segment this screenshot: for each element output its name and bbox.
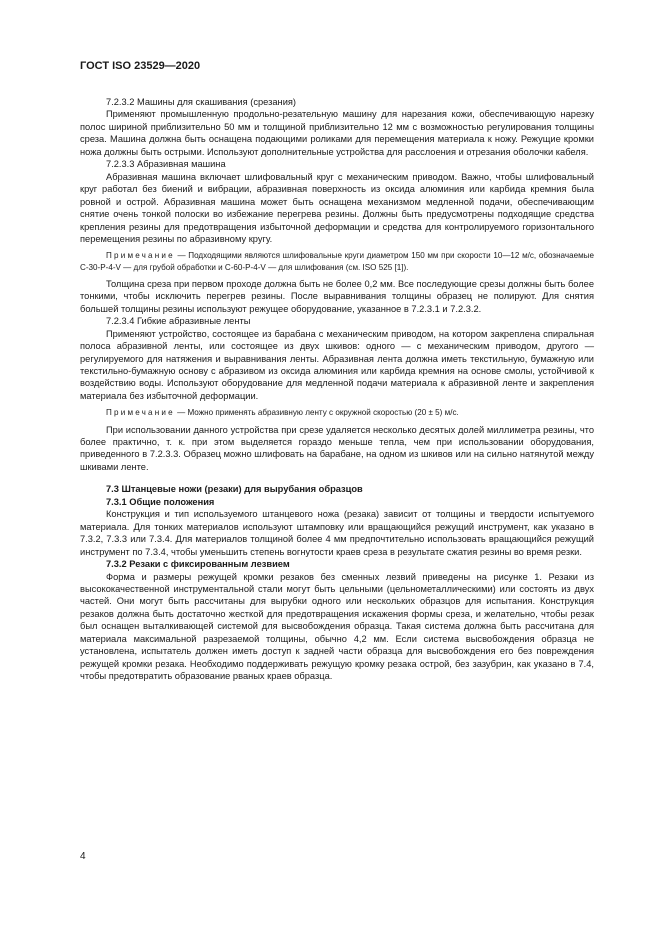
- subsection-title: 7.3.2 Резаки с фиксированным лезвием: [106, 559, 290, 570]
- paragraph: Применяют устройство, состоящее из барабана с механическим приводом, на котором закреплена спиральная полоса абразивной ленты, или состоящее из двух шкивов: одного — с механическим приводом, другого — регулируемого для натяжения и выравнивания ленты. Абразивная лента должна иметь текстильную, бумажную или текстильно-бумажную основу с абразивом из оксида алюминия или карбида кремния на основе смолы, устойчивой к воздействию воды. Используют оборудование для медленной подачи материала к абразивной ленте и закрепления материала без избыточной деформации.: [80, 328, 594, 401]
- paragraph: Конструкция и тип используемого штанцевого ножа (резака) зависит от толщины и твердости испытуемого материала. Для тонких материалов используют штамповку или вращающийся режущий инструмент, как указано в 7.3.2, 7.3.3 или 7.3.4. Для материалов толщиной более 4 мм предпочтительно использовать вращающийся режущий инструмент по 7.3.4, чтобы уменьшить степень вогнутости краев среза в результате сжатия резины во время резки.: [80, 509, 594, 557]
- subsection-title: 7.2.3.4 Гибкие абразивные ленты: [106, 316, 251, 327]
- note: [80, 407, 594, 418]
- document-header: ГОСТ ISO 23529—2020: [80, 60, 201, 72]
- paragraph: Применяют промышленную продольно-резательную машину для нарезания кожи, обеспечивающую нарезку полос шириной приблизительно 50 мм и толщиной приблизительно 12 мм с возможностью регулирования толщины среза. Машина должна быть оснащена подающими роликами для перемещения материала к ножу. Режущие кромки ножа должны быть острыми. Используют дополнительные устройства для расслоения и отрезания оболочки кабеля.: [80, 109, 594, 157]
- paragraph: Абразивная машина включает шлифовальный круг с механическим приводом. Важно, чтобы шлифовальный круг работал без биений и вибрации, абразивная поверхность из оксида алюминия или карбида кремния была ровной и острой. Абразивная машина может быть оснащена механизмом медленной подачи, обеспечивающим снятие очень тонкой полоски во избежание перегрева резины. Должны быть предусмотрены подходящие средства крепления резины для предотвращения избыточной деформации и средства для контролируемого горизонтального перемещения резины по абразивному кругу.: [80, 171, 594, 244]
- note-label: Примечание: [106, 408, 175, 418]
- section-title: 7.3 Штанцевые ножи (резаки) для вырубания образцов: [106, 484, 363, 495]
- page-body: [80, 96, 594, 683]
- note-text: — Можно применять абразивную ленту с окружной скоростью (20 ± 5) м/с.: [174, 408, 459, 418]
- subsection-title: 7.3.1 Общие положения: [106, 496, 215, 507]
- page-number: 4: [80, 851, 86, 862]
- note-text: — Подходящими являются шлифовальные круги диаметром 150 мм при скорости 10—12 м/с, обозначаемые С-30-Р-4-V — для грубой обработки и С-60-Р-4-V — для шлифования (см. ISO 525 [1]).: [80, 251, 594, 272]
- paragraph: При использовании данного устройства при срезе удаляется несколько десятых долей миллиметра резины, что более практично, т. к. при этом выделяется гораздо меньше тепла, чем при использовании оборудования, приведенного в 7.2.3.3. Образец можно шлифовать на барабане, на одном из шкивов или на сильно натянутой между шкивами ленте.: [80, 424, 594, 472]
- paragraph: Толщина среза при первом проходе должна быть не более 0,2 мм. Все последующие срезы должны быть более тонкими, чтобы исключить перегрев резины. После выравнивания толщины образец не полируют. Для снятия большей толщины резины используют режущее оборудование, указанное в 7.2.3.1 и 7.2.3.2.: [80, 278, 594, 314]
- subsection-title: 7.2.3.3 Абразивная машина: [106, 159, 226, 170]
- note-label: Примечание: [106, 251, 175, 261]
- subsection-title: 7.2.3.2 Машины для скашивания (срезания): [106, 97, 297, 107]
- note: [80, 250, 594, 272]
- paragraph: Форма и размеры режущей кромки резаков без сменных лезвий приведены на рисунке 1. Резаки из высококачественной инструментальной стали могут быть цельными (цельнометаллическими) или состоять из двух частей. Они могут быть рассчитаны для вырубки одного или нескольких образцов для испытания. Конструкция резаков должна быть достаточно жесткой для предотвращения искажения формы среза, и желательно, чтобы резак был оснащен выталкивающей системой для высвобождения образца. Такая система должна быть рассчитана для материала максимальной разрезаемой толщины, обычно 4,2 мм. Если система высвобождения образца не установлена, испытатель должен иметь доступ к задней части образца для высвобождения его без повреждения режущей кромки резака. Необходимо поддерживать режущую кромку резака острой, без зазубрин, как указано в 7.4, чтобы предотвратить образование рваных краев образца.: [80, 571, 594, 682]
